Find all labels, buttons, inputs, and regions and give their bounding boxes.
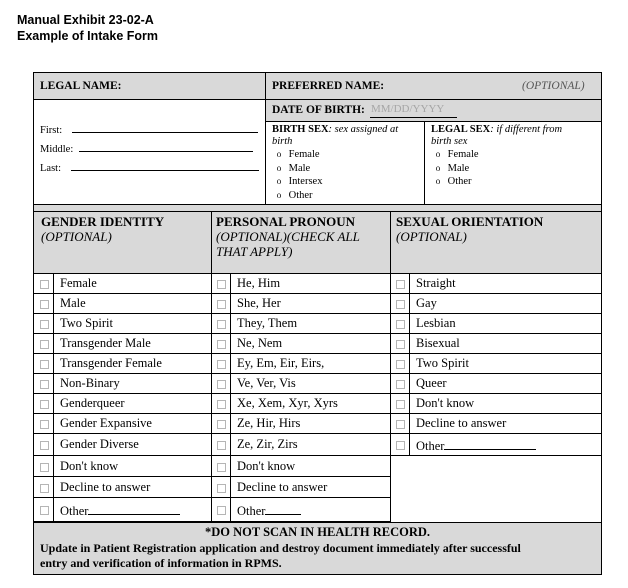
gender-option-label: Gender Diverse [60,437,139,451]
orientation-checkbox[interactable] [396,420,405,429]
gender-checkbox[interactable] [40,300,49,309]
gender-checkbox[interactable] [40,420,49,429]
birth-sex-section [272,124,422,202]
pronoun-title: PERSONAL PRONOUN [216,214,356,229]
gender-option-label: Don't know [60,458,119,473]
birth-sex-note-2: birth [272,136,293,147]
gender-option-label: Gender Expansive [60,416,152,430]
birth-sex-option[interactable]: o Female [276,149,320,160]
gender-identity-header [41,214,209,244]
gender-option-label: Non-Binary [60,376,120,390]
dob-label: DATE OF BIRTH: [272,104,365,116]
preferred-name-optional: (OPTIONAL) [522,80,585,92]
birth-sex-label: BIRTH SEX [272,124,329,135]
first-name-field[interactable] [40,123,258,136]
legal-sex-label: LEGAL SEX [431,124,491,135]
orientation-option-label: Don't know [416,396,475,410]
pronoun-subtitle: (OPTIONAL)(CHECK ALL [216,229,360,244]
gender-identity-title: GENDER IDENTITY [41,214,165,229]
gender-checkbox[interactable] [40,340,49,349]
gender-checkbox[interactable] [40,506,49,515]
dob-input[interactable]: MM/DD/YYYY [370,103,457,118]
legal-sex-note: : if different from [490,124,563,135]
pronoun-option-label: Ze, Zir, Zirs [237,437,298,451]
middle-name-label: Middle: [40,144,74,155]
pronoun-option-label: She, Her [237,296,281,310]
pronoun-option-label: Decline to answer [237,479,328,494]
pronoun-checkbox[interactable] [217,506,226,515]
pronoun-header [216,214,388,259]
pronoun-option-label: Ne, Nem [237,336,283,350]
gender-checkbox[interactable] [40,441,49,450]
legal-name-label: LEGAL NAME: [40,80,122,92]
gender-option-label: Female [60,276,97,290]
gender-option-label: Decline to answer [60,479,151,494]
middle-name-field[interactable] [40,142,253,155]
legal-sex-note-2: birth sex [431,136,468,147]
orientation-other-line[interactable] [444,437,536,450]
orientation-option-label: Other [416,437,536,454]
orientation-option-label: Two Spirit [416,356,469,370]
legal-sex-option[interactable]: o Other [435,176,472,187]
gender-option-label: Transgender Female [60,356,162,370]
footer-line-1: Update in Patient Registration application and destroy document immediately after successful [40,541,521,555]
orientation-option-label: Queer [416,376,447,390]
gender-option-label: Two Spirit [60,316,113,330]
last-name-field[interactable] [40,161,259,174]
orientation-checkbox[interactable] [396,360,405,369]
pronoun-checkbox[interactable] [217,463,226,472]
orientation-checkbox[interactable] [396,320,405,329]
gender-checkbox[interactable] [40,484,49,493]
exhibit-header [17,12,158,44]
pronoun-checkbox[interactable] [217,441,226,450]
middle-name-line[interactable] [79,142,253,152]
orientation-option-label: Straight [416,276,456,290]
pronoun-checkbox[interactable] [217,280,226,289]
pronoun-option-label: Ey, Em, Eir, Eirs, [237,356,325,370]
last-name-label: Last: [40,163,61,174]
exhibit-title: Manual Exhibit 23-02-A [17,13,154,27]
gender-option-label: Genderqueer [60,396,125,410]
pronoun-option-label: Ze, Hir, Hirs [237,416,301,430]
pronoun-checkbox[interactable] [217,380,226,389]
orientation-option-label: Lesbian [416,316,456,330]
pronoun-option-label: Ve, Ver, Vis [237,376,296,390]
pronoun-other-line[interactable] [265,502,301,515]
pronoun-checkbox[interactable] [217,320,226,329]
pronoun-checkbox[interactable] [217,360,226,369]
pronoun-option-label: Don't know [237,458,296,473]
pronoun-option-label: They, Them [237,316,298,330]
orientation-checkbox[interactable] [396,340,405,349]
preferred-name-label: PREFERRED NAME: [272,80,385,92]
legal-sex-option[interactable]: o Female [435,149,479,160]
orientation-checkbox[interactable] [396,400,405,409]
footer-text [40,541,598,571]
birth-sex-option[interactable]: o Intersex [276,176,323,187]
birth-sex-option[interactable]: o Male [276,162,311,174]
first-name-line[interactable] [72,123,258,133]
pronoun-checkbox[interactable] [217,484,226,493]
gender-checkbox[interactable] [40,380,49,389]
pronoun-subtitle-2: THAT APPLY) [216,244,293,259]
orientation-checkbox[interactable] [396,441,405,450]
orientation-checkbox[interactable] [396,380,405,389]
gender-option-label: Transgender Male [60,336,151,350]
gender-checkbox[interactable] [40,400,49,409]
legal-sex-section [431,124,596,189]
pronoun-option-label: Other [237,502,301,519]
footer-title: *DO NOT SCAN IN HEALTH RECORD. [204,525,431,539]
orientation-option-label: Gay [416,296,437,310]
pronoun-checkbox[interactable] [217,420,226,429]
exhibit-subtitle: Example of Intake Form [17,29,159,43]
birth-sex-option[interactable]: o Other [276,189,313,201]
gender-option-label: Male [60,296,86,310]
orientation-title: SEXUAL ORIENTATION [396,214,544,229]
gender-checkbox[interactable] [40,463,49,472]
orientation-subtitle: (OPTIONAL) [396,229,467,244]
footer-line-2: entry and verification of information in RPMS. [40,556,282,570]
orientation-checkbox[interactable] [396,300,405,309]
gender-option-label: Other [60,502,180,519]
pronoun-checkbox[interactable] [217,300,226,309]
last-name-line[interactable] [71,161,259,171]
gender-identity-subtitle: (OPTIONAL) [41,229,112,244]
pronoun-checkbox[interactable] [217,400,226,409]
first-name-label: First: [40,125,63,136]
gender-checkbox[interactable] [40,360,49,369]
pronoun-checkbox[interactable] [217,340,226,349]
gender-other-line[interactable] [88,502,180,515]
orientation-checkbox[interactable] [396,280,405,289]
gender-checkbox[interactable] [40,320,49,329]
orientation-header [396,214,596,244]
intake-form [33,72,602,575]
birth-sex-note: : sex assigned at [328,124,399,135]
pronoun-option-label: Xe, Xem, Xyr, Xyrs [237,396,338,410]
gender-checkbox[interactable] [40,280,49,289]
orientation-option-label: Decline to answer [416,416,507,430]
orientation-option-label: Bisexual [416,336,460,350]
pronoun-option-label: He, Him [237,276,281,290]
legal-sex-option[interactable]: o Male [435,162,470,174]
